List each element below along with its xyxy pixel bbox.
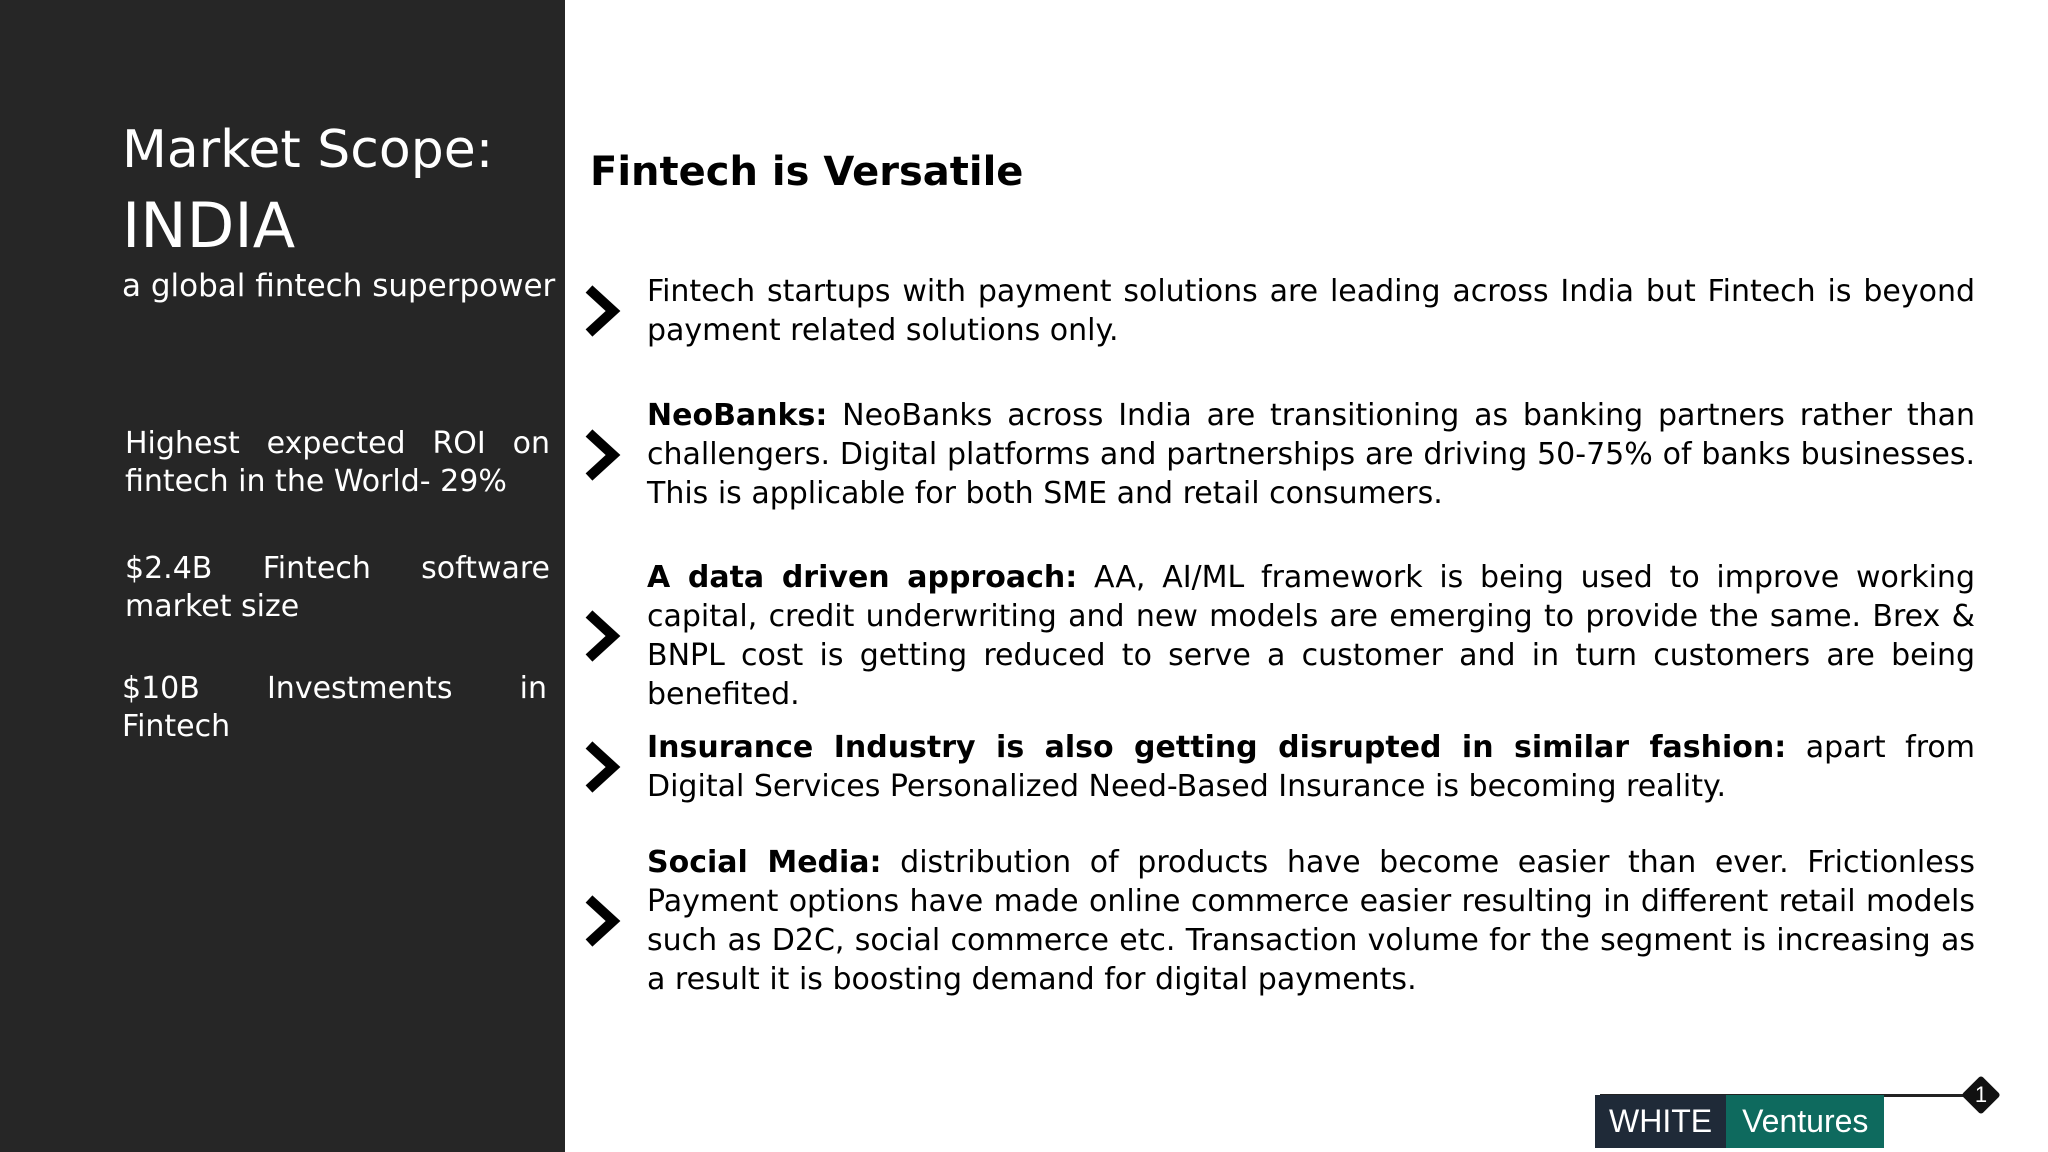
bullet-text [647, 558, 1975, 714]
main-title: Fintech is Versatile [590, 149, 1024, 195]
chevron-right-icon [583, 608, 621, 664]
bullet-body: AA, AI/ML framework is being used to improve working capital, credit underwriting and new models are emerging to provide the same. Brex & BNPL cost is getting reduced to serve a customer and in turn customers are being benefited. [647, 560, 1975, 712]
bullet-lead: NeoBanks: [647, 398, 828, 433]
bullet-text [647, 728, 1975, 806]
bullet-item [583, 396, 1975, 513]
logo-white-text: WHITE [1595, 1095, 1726, 1148]
page-number: 1 [1974, 1082, 1988, 1107]
bullet-body: distribution of products have become easier than ever. Frictionless Payment options have made online commerce easier resulting in different retail models such as D2C, social commerce etc. Transaction volume for the segment is increasing as a result it is boosting demand for digital payments. [647, 845, 1975, 997]
market-scope-country: INDIA [122, 189, 296, 262]
bullet-item [583, 728, 1975, 806]
chevron-right-icon [583, 427, 621, 483]
bullet-lead: A data driven approach: [647, 560, 1078, 595]
bullet-body: apart from Digital Services Personalized Need-Based Insurance is becoming reality. [647, 730, 1975, 804]
bullet-item [583, 843, 1975, 999]
bullet-text [647, 396, 1975, 513]
bullet-lead: Social Media: [647, 845, 882, 880]
bullet-item [583, 558, 1975, 714]
bullet-lead: Insurance Industry is also getting disrupted in similar fashion: [647, 730, 1787, 765]
bullet-text [647, 843, 1975, 999]
bullet-item [583, 272, 1975, 350]
bullet-body: NeoBanks across India are transitioning as banking partners rather than challengers. Digital platforms and partnerships are driving 50-75% of banks businesses. This is applicable for both SME and retail consumers. [647, 398, 1975, 511]
bullet-body: Fintech startups with payment solutions are leading across India but Fintech is beyond payment related solutions only. [647, 274, 1975, 348]
stat-software-market: $2.4B Fintech software market size [125, 551, 550, 624]
stat-roi: Highest expected ROI on fintech in the World- 29% [125, 426, 550, 499]
sidebar-panel [0, 0, 565, 1152]
chevron-right-icon [583, 283, 621, 339]
white-ventures-logo [1595, 1095, 1884, 1148]
logo-ventures-text: Ventures [1726, 1095, 1884, 1148]
bullet-text [647, 272, 1975, 350]
market-scope-title: Market Scope: [122, 120, 494, 180]
market-scope-subtitle: a global fintech superpower [122, 268, 556, 304]
stat-investments: $10B Investments in Fintech [122, 671, 547, 744]
chevron-right-icon [583, 893, 621, 949]
chevron-right-icon [583, 739, 621, 795]
